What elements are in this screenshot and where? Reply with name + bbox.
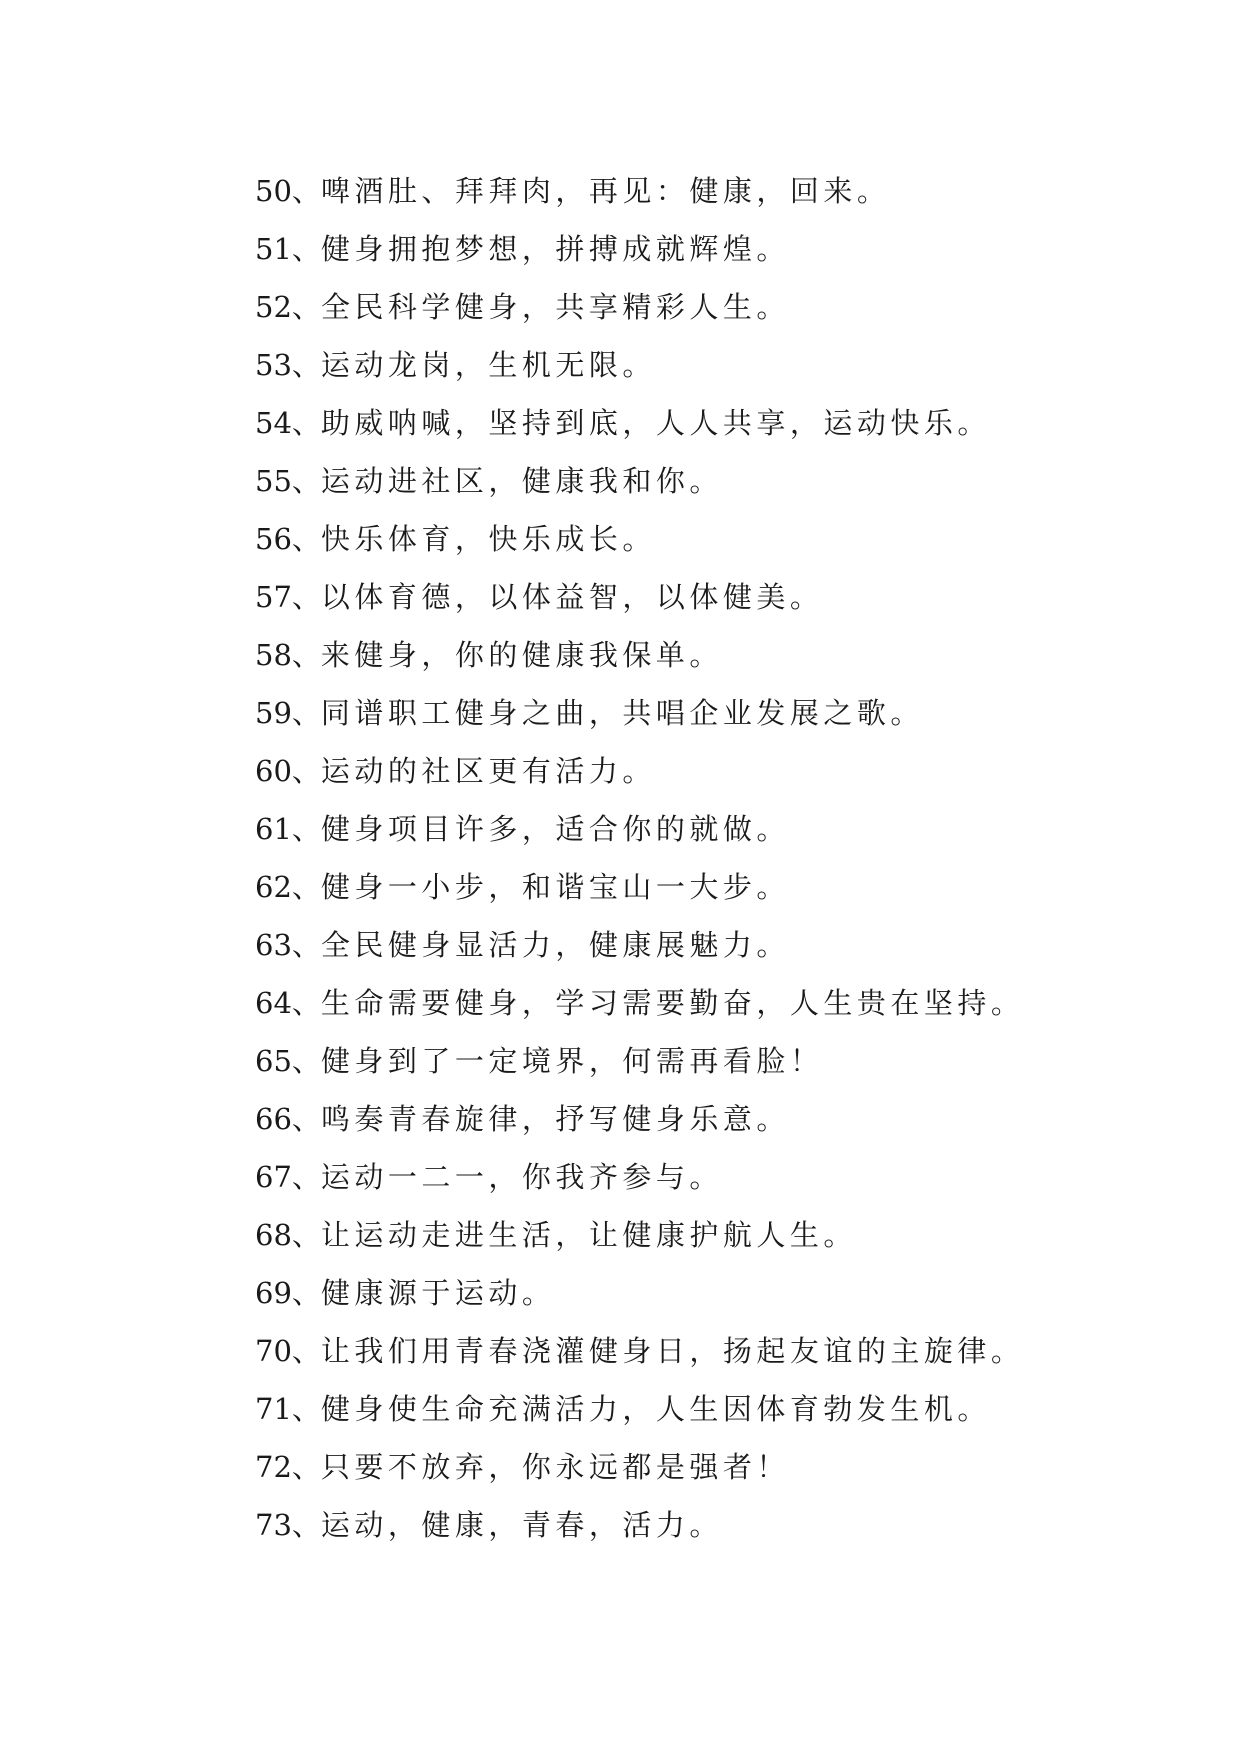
item-number: 50、: [255, 174, 321, 208]
item-number: 58、: [255, 638, 321, 672]
list-item: [255, 1148, 1024, 1206]
item-number: 56、: [255, 522, 321, 556]
item-number: 63、: [255, 928, 321, 962]
list-item: [255, 742, 1024, 800]
item-text: 健身到了一定境界，何需再看脸！: [320, 1044, 824, 1078]
item-text: 运动一二一，你我齐参与。: [320, 1160, 723, 1194]
list-item: [255, 1322, 1024, 1380]
item-number: 57、: [255, 580, 321, 614]
list-item: [255, 1496, 1024, 1554]
list-item: [255, 684, 1024, 742]
item-number: 65、: [255, 1044, 321, 1078]
item-number: 60、: [255, 754, 321, 788]
item-number: 52、: [255, 290, 321, 324]
item-text: 让运动走进生活，让健康护航人生。: [320, 1218, 857, 1252]
item-number: 54、: [255, 406, 321, 440]
item-number: 72、: [255, 1450, 321, 1484]
item-text: 快乐体育，快乐成长。: [320, 522, 656, 556]
item-text: 运动的社区更有活力。: [320, 754, 656, 788]
item-text: 生命需要健身，学习需要勤奋，人生贵在坚持。: [320, 986, 1025, 1020]
item-number: 68、: [255, 1218, 321, 1252]
item-text: 运动进社区，健康我和你。: [320, 464, 723, 498]
list-item: [255, 220, 1024, 278]
item-number: 53、: [255, 348, 321, 382]
item-text: 运动，健康，青春，活力。: [320, 1508, 723, 1542]
item-number: 67、: [255, 1160, 321, 1194]
item-text: 健身拥抱梦想，拼搏成就辉煌。: [320, 232, 790, 266]
item-text: 鸣奏青春旋律，抒写健身乐意。: [320, 1102, 790, 1136]
list-item: [255, 1206, 1024, 1264]
item-number: 71、: [255, 1392, 321, 1426]
item-text: 健康源于运动。: [320, 1276, 556, 1310]
list-item: [255, 1264, 1024, 1322]
item-text: 啤酒肚、拜拜肉，再见：健康，回来。: [320, 174, 891, 208]
list-item: [255, 1438, 1024, 1496]
item-text: 全民健身显活力，健康展魅力。: [320, 928, 790, 962]
item-number: 51、: [255, 232, 321, 266]
item-number: 55、: [255, 464, 321, 498]
item-text: 来健身，你的健康我保单。: [320, 638, 723, 672]
list-item: [255, 452, 1024, 510]
item-number: 64、: [255, 986, 321, 1020]
item-text: 助威呐喊，坚持到底，人人共享，运动快乐。: [320, 406, 991, 440]
list-item: [255, 278, 1024, 336]
item-text: 同谱职工健身之曲，共唱企业发展之歌。: [320, 696, 924, 730]
list-item: [255, 336, 1024, 394]
item-text: 健身项目许多，适合你的就做。: [320, 812, 790, 846]
list-item: [255, 974, 1024, 1032]
item-text: 健身使生命充满活力，人生因体育勃发生机。: [320, 1392, 991, 1426]
list-item: [255, 1032, 1024, 1090]
list-item: [255, 1380, 1024, 1438]
item-text: 运动龙岗，生机无限。: [320, 348, 656, 382]
list-item: [255, 394, 1024, 452]
list-item: [255, 916, 1024, 974]
item-number: 62、: [255, 870, 321, 904]
item-text: 以体育德，以体益智，以体健美。: [320, 580, 824, 614]
item-number: 73、: [255, 1508, 321, 1542]
item-text: 健身一小步，和谐宝山一大步。: [320, 870, 790, 904]
slogan-list: [255, 162, 1024, 1554]
item-number: 70、: [255, 1334, 321, 1368]
item-number: 69、: [255, 1276, 321, 1310]
list-item: [255, 568, 1024, 626]
list-item: [255, 858, 1024, 916]
list-item: [255, 510, 1024, 568]
list-item: [255, 800, 1024, 858]
item-text: 只要不放弃，你永远都是强者！: [320, 1450, 790, 1484]
item-text: 全民科学健身，共享精彩人生。: [320, 290, 790, 324]
item-number: 61、: [255, 812, 321, 846]
item-number: 59、: [255, 696, 321, 730]
list-item: [255, 1090, 1024, 1148]
item-number: 66、: [255, 1102, 321, 1136]
list-item: [255, 162, 1024, 220]
list-item: [255, 626, 1024, 684]
item-text: 让我们用青春浇灌健身日，扬起友谊的主旋律。: [320, 1334, 1025, 1368]
